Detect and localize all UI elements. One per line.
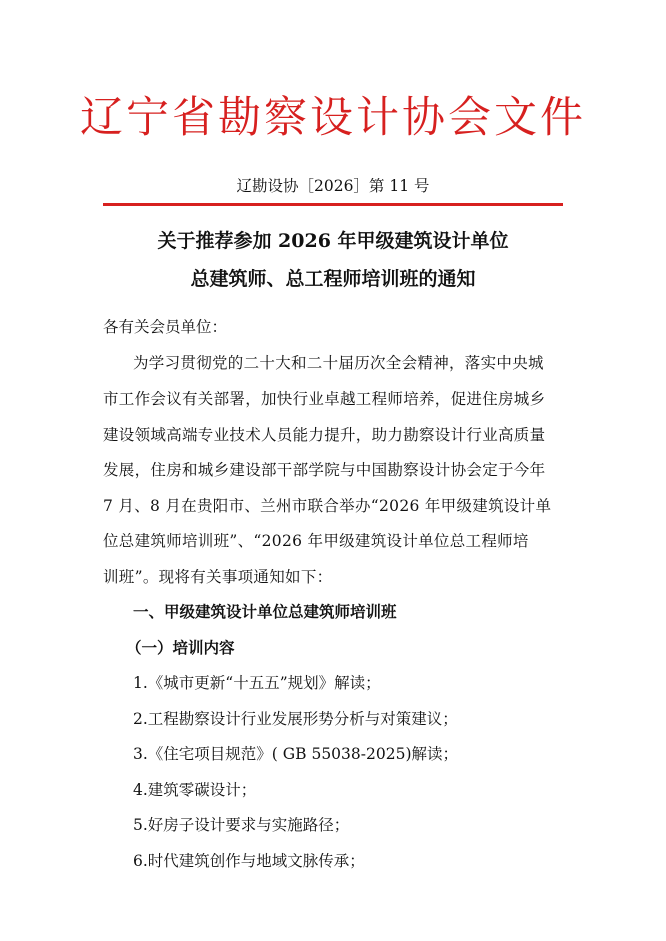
intro-line-1: 为学习贯彻党的二十大和二十届历次全会精神，落实中央城 [133, 354, 544, 372]
notice-title-line-1: 关于推荐参加 2026 年甲级建筑设计单位 [157, 230, 509, 252]
header-divider [103, 203, 563, 206]
intro-line-6: 位总建筑师培训班”、“2026 年甲级建筑设计单位总工程师培 [103, 532, 529, 550]
document-header-title: 辽宁省勘察设计协会文件 [80, 93, 586, 143]
training-item-1: 1.《城市更新“十五五”规划》解读； [133, 674, 381, 692]
subsection-1-heading: （一）培训内容 [126, 638, 235, 657]
training-item-4: 4.建筑零碳设计； [133, 781, 257, 799]
training-item-5: 5.好房子设计要求与实施路径； [133, 816, 350, 834]
intro-line-2: 市工作会议有关部署，加快行业卓越工程师培养，促进住房城乡 [103, 390, 546, 408]
intro-line-5: 7 月、8 月在贵阳市、兰州市联合举办“2026 年甲级建筑设计单 [103, 497, 552, 515]
intro-line-3: 建设领域高端专业技术人员能力提升，助力勘察设计行业高质量 [103, 426, 546, 444]
training-item-6: 6.时代建筑创作与地域文脉传承； [133, 852, 365, 870]
salutation: 各有关会员单位： [103, 318, 228, 336]
notice-title-line-2: 总建筑师、总工程师培训班的通知 [190, 268, 476, 290]
intro-line-7: 训班”。现将有关事项通知如下： [103, 568, 333, 586]
training-item-2: 2.工程勘察设计行业发展形势分析与对策建议； [133, 710, 458, 728]
intro-line-4: 发展，住房和城乡建设部干部学院与中国勘察设计协会定于今年 [103, 461, 546, 479]
document-number: 辽勘设协［2026］第 11 号 [236, 177, 430, 195]
section-1-heading: 一、甲级建筑设计单位总建筑师培训班 [133, 602, 397, 621]
training-item-3: 3.《住宅项目规范》( GB 55038-2025)解读； [133, 745, 459, 763]
